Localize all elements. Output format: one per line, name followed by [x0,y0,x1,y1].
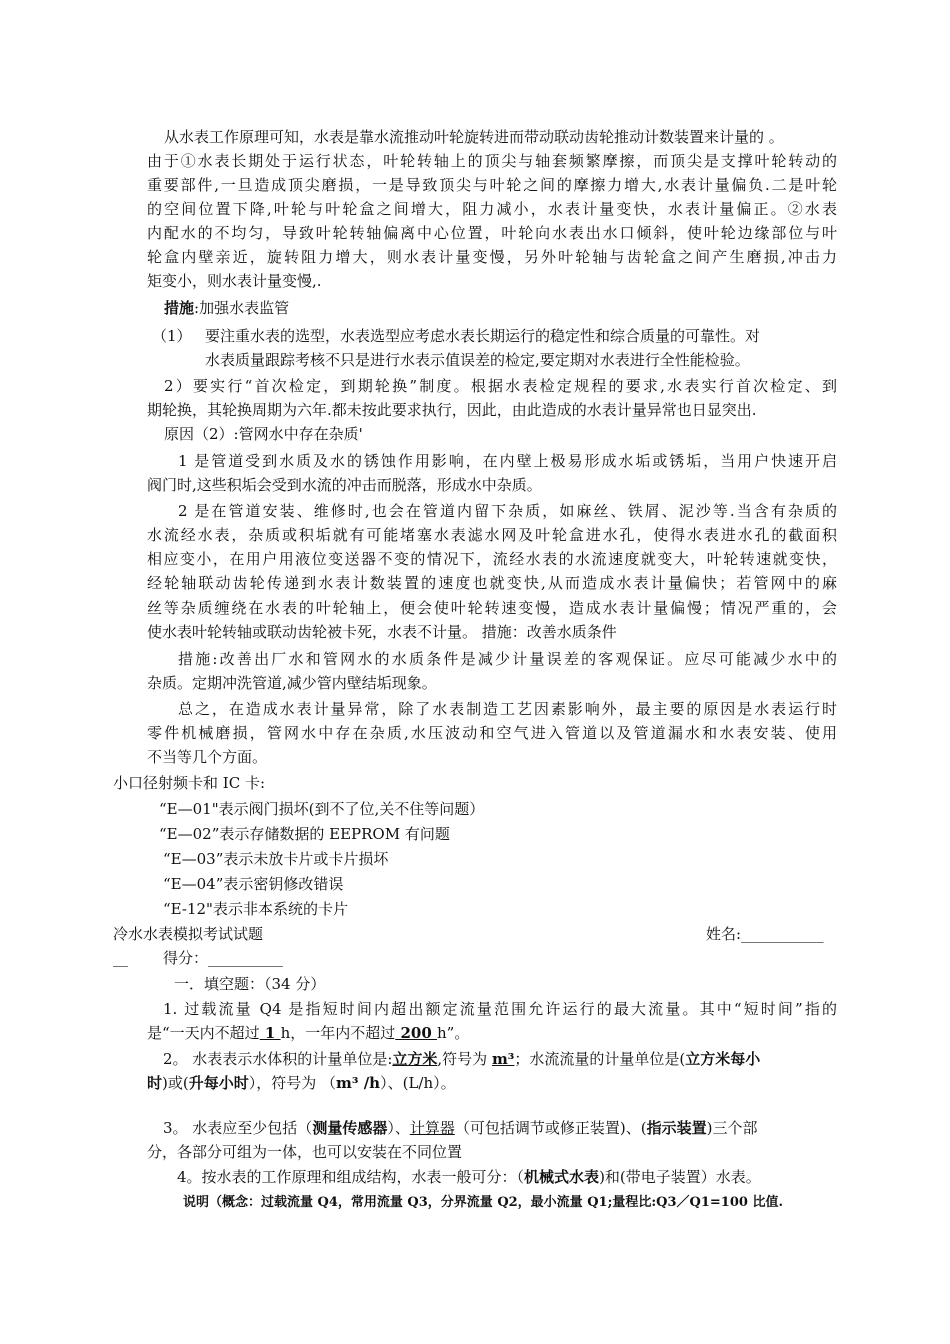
para-intro-line-3: 重要部件,一旦造成顶尖磨损，一是导致顶尖与叶轮之间的摩擦力增大,水表计量偏负.二是叶轮 [147,176,837,194]
q1-text-3: h”。 [437,1024,470,1042]
q2-text-5: ），符号为 （ [248,1074,337,1092]
cause2-p2-line-2: 水流经水表，杂质或积垢就有可能堵塞水表滤水网及叶轮盒进水孔，使得水表进水孔的截面积 [147,526,837,544]
cause2-p2-line-1: 2 是在管道安装、维修时,也会在管道内留下杂质，如麻丝、铁屑、泥沙等.当含有杂质的 [178,502,837,520]
error-code-e02: “E—02”表示存储数据的 EEPROM 有问题 [159,825,450,843]
q3-line-1 [163,1118,757,1138]
q3-answer-3: 指示装置 [646,1119,707,1137]
summary-line-2: 零件机械磨损，管网水中存在杂质,水压波动和空气进入管道以及管道漏水和水表安装、使用 [147,724,837,742]
item1-line-2: 水表质量跟踪考核不只是进行水表示值误差的检定,要定期对水表进行全性能检验。 [205,351,750,369]
cause2-p2-line-3: 相应变小，在用户用液位变送器不变的情况下，流经水表的水流速度就变大，叶轮转速就变快， [147,550,837,568]
name-label: 姓名: [706,925,742,943]
measure2-line-2: 杂质。定期冲洗管道,减少管内壁结垢现象。 [147,674,437,692]
summary-line-3: 不当等几个方面。 [147,748,268,766]
q2-text-6: ）、(L/h）。 [380,1074,456,1092]
q2-answer-2: m³ [491,1050,515,1068]
q2-answer-4: 升每小时 [188,1074,249,1092]
q2-line-2 [147,1073,456,1093]
q3-text-2: ）、 [387,1119,410,1137]
q1-text-2: h，一年内不超过 [280,1024,396,1042]
q1-line-1: 1. 过载流量 Q4 是指短时间内超出额定流量范围允许运行的最大流量。其中“短时间”指的 [163,1000,837,1018]
q3-text-3: （可包括调节或修正装置)、( [454,1119,647,1137]
score-blank: __________ [208,949,284,967]
cause2-p2-line-5: 丝等杂质缠绕在水表的叶轮轴上，便会使叶轮转速变慢，造成水表计量偏慢；情况严重的，会 [147,599,837,617]
name-field [706,924,824,944]
q3-line-2: 分，各部分可组为一体，也可以安装在不同位置 [147,1143,463,1161]
name-blank: ___________ [741,925,824,943]
score-field [163,948,283,968]
cause2-p1-line-1: 1 是管道受到水质及水的锈蚀作用影响，在内壁上极易形成水垢或锈垢，当用户快速开启 [178,452,837,470]
q3-answer-2: 计算器 [409,1119,455,1137]
cause2-heading: 原因（2）:管网水中存在杂质' [164,425,363,443]
cause2-p1-line-2: 阀门时,这些积垢会受到水流的冲击而脱落，形成水中杂质。 [147,476,542,494]
q2-answer-3-cont: 时 [147,1074,163,1092]
item2-line-2: 期轮换，其轮换周期为六年.都未按此要求执行，因此，由此造成的水表计量异常也日显突出. [147,401,757,419]
para-intro-line-7: 矩变小，则水表计量变慢,. [147,272,322,290]
para-intro-line-5: 内配水的不均匀，导致叶轮转轴偏离中心位置，叶轮向水表出水口倾斜，使叶轮边缘部位与叶 [147,224,837,242]
q3-answer-1: 测量传感器 [312,1119,388,1137]
q4-line [177,1167,761,1187]
q1-answer-1: 1 [259,1024,281,1042]
error-code-e03: “E—03”表示未放卡片或卡片损坏 [163,850,389,868]
error-code-e04: “E—04”表示密钥修改错误 [163,875,344,893]
q2-text-2: ,符号为 [437,1050,492,1068]
cause2-p2-line-6: 使水表叶轮转轴或联动齿轮被卡死，水表不计量。 措施：改善水质条件 [147,623,617,641]
q1-text-1: 是“一天内不超过 [147,1024,260,1042]
error-code-e01: “E—01"表示阀门损坏(到不了位,关不住等问题） [159,800,485,818]
concept-note: 说明（概念：过载流量 Q4，常用流量 Q3，分界流量 Q2，最小流量 Q1;量程比:Q3／Q1=100 比值. [183,1195,783,1210]
para-intro-line-4: 的空间位置下降,叶轮与叶轮盒之间增大，阻力减小，水表计量变快，水表计量偏正。②水表 [147,200,837,218]
q4-text-2: )和(带电子装置）水表。 [599,1168,761,1186]
measure2-line-1: 措施:改善出厂水和管网水的水质条件是减少计量误差的客观保证。应尽可能减少水中的 [178,650,837,668]
para-intro-line-2: 由于①水表长期处于运行状态，叶轮转轴上的顶尖与轴套频繁摩擦，而顶尖是支撑叶轮转动的 [147,152,837,170]
q2-text-4: )或( [162,1074,189,1092]
q1-line-2 [147,1023,469,1043]
measure-text: :加强水表监管 [194,299,290,317]
name-blank-continued: __ [113,949,128,967]
error-codes-heading: 小口径射频卡和 IC 卡: [113,774,265,792]
item2-line-1: 2）要实行“首次检定，到期轮换”制度。根据水表检定规程的要求,水表实行首次检定、到 [164,377,837,395]
q2-answer-1: 立方米 [392,1050,438,1068]
q2-line-1 [163,1049,760,1069]
item1-line-1: 要注重水表的选型，水表选型应考虑水表长期运行的稳定性和综合质量的可靠性。对 [205,327,761,345]
q4-answer-1: 机械式水表 [524,1168,600,1186]
summary-line-1: 总之，在造成水表计量异常，除了水表制造工艺因素影响外，最主要的原因是水表运行时 [178,700,837,718]
cause2-p2-line-4: 经轮轴联动齿轮传递到水表计数装置的速度也就变快,从而造成水表计量偏快；若管网中的麻 [147,574,837,592]
section-heading: 一．填空题：（34 分） [174,975,326,993]
score-label: 得分： [163,949,209,967]
para-intro-line-6: 轮盒内壁亲近，旋转阻力增大，则水表计量变慢，另外叶轮轴与齿轮盒之间产生磨损,冲击力 [147,248,837,266]
para-intro-line-1: 从水表工作原理可知，水表是靠水流推动叶轮旋转进而带动联动齿轮推动计数装置来计量的 。 [164,128,784,146]
item1-number: （1） [152,327,192,345]
q4-text-1: 4。按水表的工作原理和组成结构，水表一般可分：（ [177,1168,525,1186]
q2-answer-5: m³ /h [336,1074,381,1092]
q3-text-4: )三个部 [706,1119,758,1137]
q2-text-1: 2。 水表表示水体积的计量单位是: [163,1050,393,1068]
exam-title: 冷水水表模拟考试试题 [113,925,264,943]
measure-label: 措施 [164,299,195,317]
measure-line [164,298,289,318]
q3-text-1: 3。 水表应至少包括（ [163,1119,313,1137]
error-code-e12: “E-12"表示非本系统的卡片 [163,900,348,918]
q2-text-3: ；水流流量的计量单位是( [514,1050,686,1068]
q1-answer-2: 200 [395,1024,437,1042]
q2-answer-3: 立方米每小 [685,1050,761,1068]
